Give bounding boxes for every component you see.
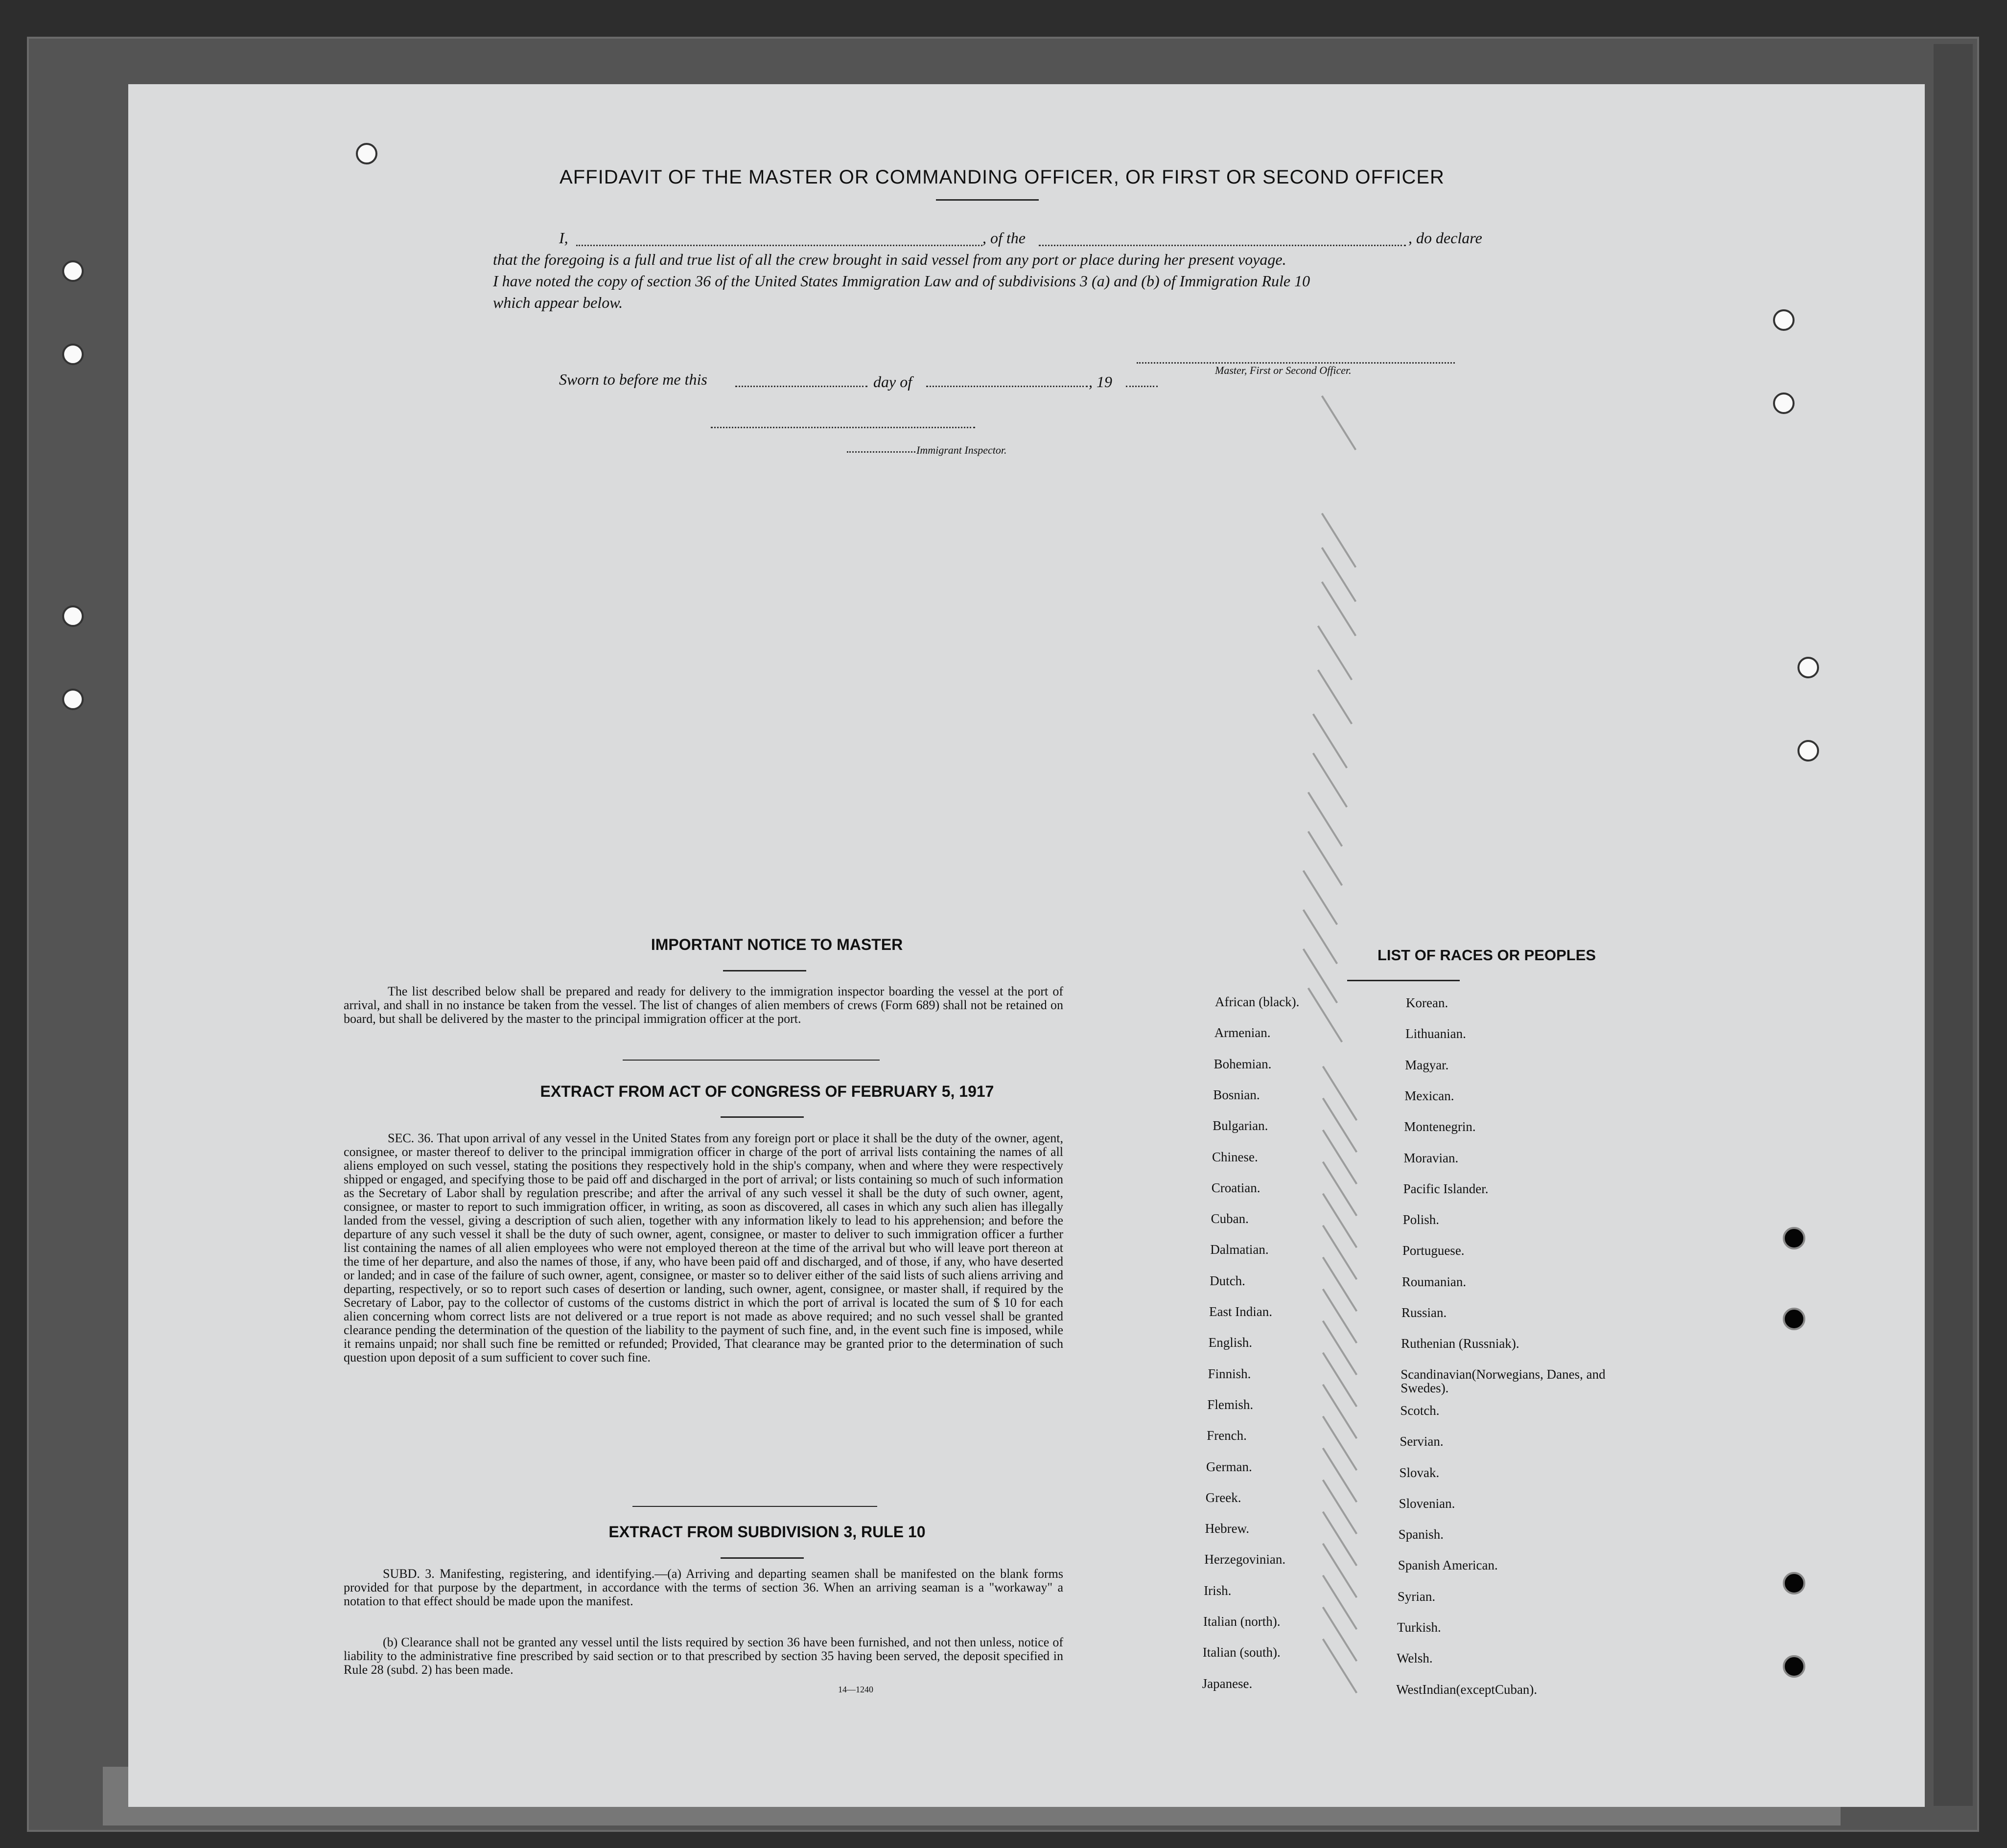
divider — [623, 1060, 880, 1061]
punch-hole-icon — [62, 344, 84, 365]
race-item: Hebrew. — [1205, 1521, 1250, 1536]
punch-hole-icon — [62, 260, 84, 282]
handwritten-mark — [1317, 625, 1353, 680]
punch-hole-icon — [1773, 393, 1795, 414]
inspector-caption: Immigrant Inspector. — [916, 444, 1007, 456]
race-item: Greek. — [1205, 1490, 1241, 1505]
punch-hole-icon — [1783, 1227, 1805, 1249]
race-item: Russian. — [1401, 1305, 1447, 1320]
handwritten-mark — [1317, 670, 1353, 724]
race-item: Mexican. — [1404, 1088, 1454, 1103]
handwritten-mark — [1321, 547, 1356, 602]
divider — [723, 970, 806, 971]
race-item: Syrian. — [1397, 1589, 1436, 1604]
page-stack-right-edge — [1934, 44, 1973, 1806]
race-item: Spanish. — [1398, 1527, 1444, 1542]
race-item: Armenian. — [1214, 1025, 1271, 1040]
affidavit-title: AFFIDAVIT OF THE MASTER OR COMMANDING OFFICER, OR FIRST OR SECOND OFFICER — [560, 166, 1445, 188]
act-text: SEC. 36. That upon arrival of any vessel in the United States from any foreign port or place it shall be the duty of the owner, agent, consignee, or master thereof to deliver to the principal immigration officer in charge of the port of arrival lists containing the names of all aliens employed on such vessel, stating the positions they respectively hold in the ship's company, when and where they were respectively shipped or engaged, and specifying those to be paid off and discharged in the port of arrival; or lists containing so much of such information as the Secretary of Labor shall by regulation prescribe; and after the arrival of any such vessel it shall be the duty of such owner, agent, consignee, or master to report to such immigration officer, in writing, as soon as discovered, all cases in which any such alien has illegally landed from the vessel, giving a description of such alien, together with any information likely to lead to his apprehension; and before the departure of any such vessel it shall be the duty of such owner, agent, consignee, or master to deliver to such immigration officer a further list containing the names of all alien employees who were not employed thereon at the time of the arrival but who will leave port thereon at the time of her departure, and also the names of those, if any, who have been paid off and discharged, and of those, if any, who have deserted or landed; and in case of the failure of such owner, agent, consignee, or master so to deliver either of the said lists of such aliens arriving and departing, respectively, or so to report such cases of desertion or landing, such owner, agent, consignee, or master shall, if required by the Secretary of Labor, pay to the collector of customs of the customs district in which the port of arrival is located the sum of $ 10 for each alien concerning whom correct lists are not delivered or a true report is not made as above required; and no such vessel shall be granted clearance pending the determination of the question of the liability to the payment of such fine, and, in the event such fine is imposed, while it remains unpaid; nor shall such fine be remitted or refunded; Provided, That clearance may be granted prior to the determination of such question upon deposit of a sum sufficient to cover such fine. — [344, 1131, 1063, 1364]
sworn-label: Sworn to before me this — [559, 370, 707, 388]
declaration-of-the: , of the — [982, 229, 1026, 247]
race-item: Servian. — [1400, 1434, 1444, 1449]
year-label: , 19 — [1089, 373, 1112, 391]
declaration-do-declare: , do declare — [1408, 229, 1482, 247]
race-item: Dalmatian. — [1210, 1242, 1269, 1257]
notice-title: IMPORTANT NOTICE TO MASTER — [651, 936, 903, 953]
race-item: Bosnian. — [1213, 1087, 1260, 1102]
inspector-signature-field[interactable] — [711, 427, 975, 428]
rule-title: EXTRACT FROM SUBDIVISION 3, RULE 10 — [608, 1523, 926, 1541]
race-item: Spanish American. — [1398, 1558, 1498, 1573]
punch-hole-icon — [356, 143, 377, 164]
race-item: Bohemian. — [1214, 1056, 1272, 1071]
name-field[interactable] — [576, 245, 982, 246]
race-item: Korean. — [1406, 995, 1448, 1010]
sworn-year-field[interactable] — [1126, 386, 1158, 387]
race-item: Chinese. — [1212, 1149, 1258, 1164]
divider — [632, 1506, 877, 1507]
race-item: WestIndian(exceptCuban). — [1396, 1682, 1538, 1697]
punch-hole-icon — [62, 605, 84, 627]
race-item: East Indian. — [1209, 1304, 1272, 1319]
rule-text-a: SUBD. 3. Manifesting, registering, and identifying.—(a) Arriving and departing seamen shall be manifested on the blank forms provided for that purpose by the department, in accordance with the terms of section 36. When an arriving seaman is a "workaway" a notation to that effect should be made upon the manifest. — [344, 1567, 1063, 1608]
punch-hole-icon — [1783, 1308, 1805, 1330]
race-item: Japanese. — [1202, 1676, 1253, 1691]
race-item: Montenegrin. — [1404, 1119, 1476, 1134]
rule-text-b: (b) Clearance shall not be granted any vessel until the lists required by section 36 have been furnished, and not then unless, notice of liability to the administrative fine prescribed by said section or to that prescribed by section 35 having been served, the deposit specified in Rule 28 (subd. 2) has been made. — [344, 1635, 1063, 1677]
inspector-dots — [847, 451, 915, 453]
master-caption: Master, First or Second Officer. — [1215, 364, 1352, 376]
races-title: LIST OF RACES OR PEOPLES — [1377, 947, 1596, 964]
punch-hole-icon — [1783, 1572, 1805, 1594]
race-item: Moravian. — [1403, 1150, 1459, 1165]
notice-text: The list described below shall be prepared and ready for delivery to the immigration inspector boarding the vessel at the port of arrival, and shall in no instance be taken from the vessel. The list of changes of alien members of crews (Form 689) shall not be retained on board, but shall be delivered by the master to the principal immigration officer at the port. — [344, 984, 1063, 1026]
race-item: Flemish. — [1207, 1397, 1254, 1412]
race-item: Finnish. — [1208, 1366, 1251, 1381]
race-item: Italian (south). — [1202, 1645, 1281, 1660]
handwritten-mark — [1321, 581, 1356, 636]
punch-hole-icon — [1797, 657, 1819, 678]
divider — [936, 199, 1039, 201]
vessel-field[interactable] — [1039, 245, 1406, 246]
race-item: Slovenian. — [1399, 1496, 1455, 1511]
divider — [1347, 980, 1460, 981]
declaration-line-4: which appear below. — [493, 294, 623, 311]
document-page — [128, 84, 1925, 1807]
race-item: Pacific Islander. — [1403, 1181, 1489, 1196]
declaration-i: I, — [559, 229, 568, 247]
race-item: Scotch. — [1400, 1403, 1440, 1418]
form-number: 14—1240 — [838, 1685, 873, 1694]
punch-hole-icon — [1797, 740, 1819, 762]
race-item: Cuban. — [1211, 1211, 1249, 1226]
race-item: Irish. — [1204, 1583, 1232, 1598]
race-item: French. — [1207, 1428, 1247, 1443]
race-item: Portuguese. — [1402, 1243, 1465, 1258]
punch-hole-icon — [1783, 1655, 1805, 1678]
race-item: African (black). — [1215, 994, 1300, 1009]
race-item: Polish. — [1402, 1212, 1439, 1227]
race-item: Lithuanian. — [1405, 1026, 1466, 1041]
sworn-day-field[interactable] — [735, 386, 867, 387]
race-item: Magyar. — [1405, 1057, 1449, 1072]
race-item: Roumanian. — [1401, 1274, 1467, 1289]
race-item: Welsh. — [1397, 1651, 1433, 1666]
race-item: Scandinavian(Norwegians, Danes, and Swedes). — [1400, 1366, 1606, 1395]
day-of-label: day of — [873, 373, 912, 391]
divider — [721, 1116, 804, 1118]
race-item: Turkish. — [1397, 1620, 1441, 1635]
handwritten-mark — [1321, 395, 1356, 450]
race-item: Slovak. — [1399, 1465, 1440, 1480]
divider — [721, 1557, 804, 1559]
race-item: Italian (north). — [1203, 1614, 1281, 1629]
handwritten-mark — [1321, 513, 1356, 568]
race-item: Herzegovinian. — [1204, 1552, 1286, 1567]
declaration-line-3: I have noted the copy of section 36 of the United States Immigration Law and of subdivisions 3 (a) and (b) of Immigration Rule 10 — [493, 272, 1310, 290]
race-item: German. — [1206, 1459, 1252, 1474]
race-item: Croatian. — [1211, 1180, 1260, 1195]
declaration-line-2: that the foregoing is a full and true list of all the crew brought in said vessel from any port or place during her present voyage. — [493, 251, 1286, 268]
punch-hole-icon — [1773, 309, 1795, 331]
race-item: English. — [1208, 1335, 1253, 1350]
act-title: EXTRACT FROM ACT OF CONGRESS OF FEBRUARY 5, 1917 — [540, 1083, 994, 1100]
race-item: Ruthenian (Russniak). — [1401, 1336, 1519, 1351]
sworn-month-field[interactable] — [926, 386, 1088, 387]
race-item: Bulgarian. — [1213, 1118, 1268, 1133]
punch-hole-icon — [62, 689, 84, 710]
race-item: Dutch. — [1210, 1273, 1245, 1288]
master-signature-field[interactable] — [1137, 362, 1455, 364]
